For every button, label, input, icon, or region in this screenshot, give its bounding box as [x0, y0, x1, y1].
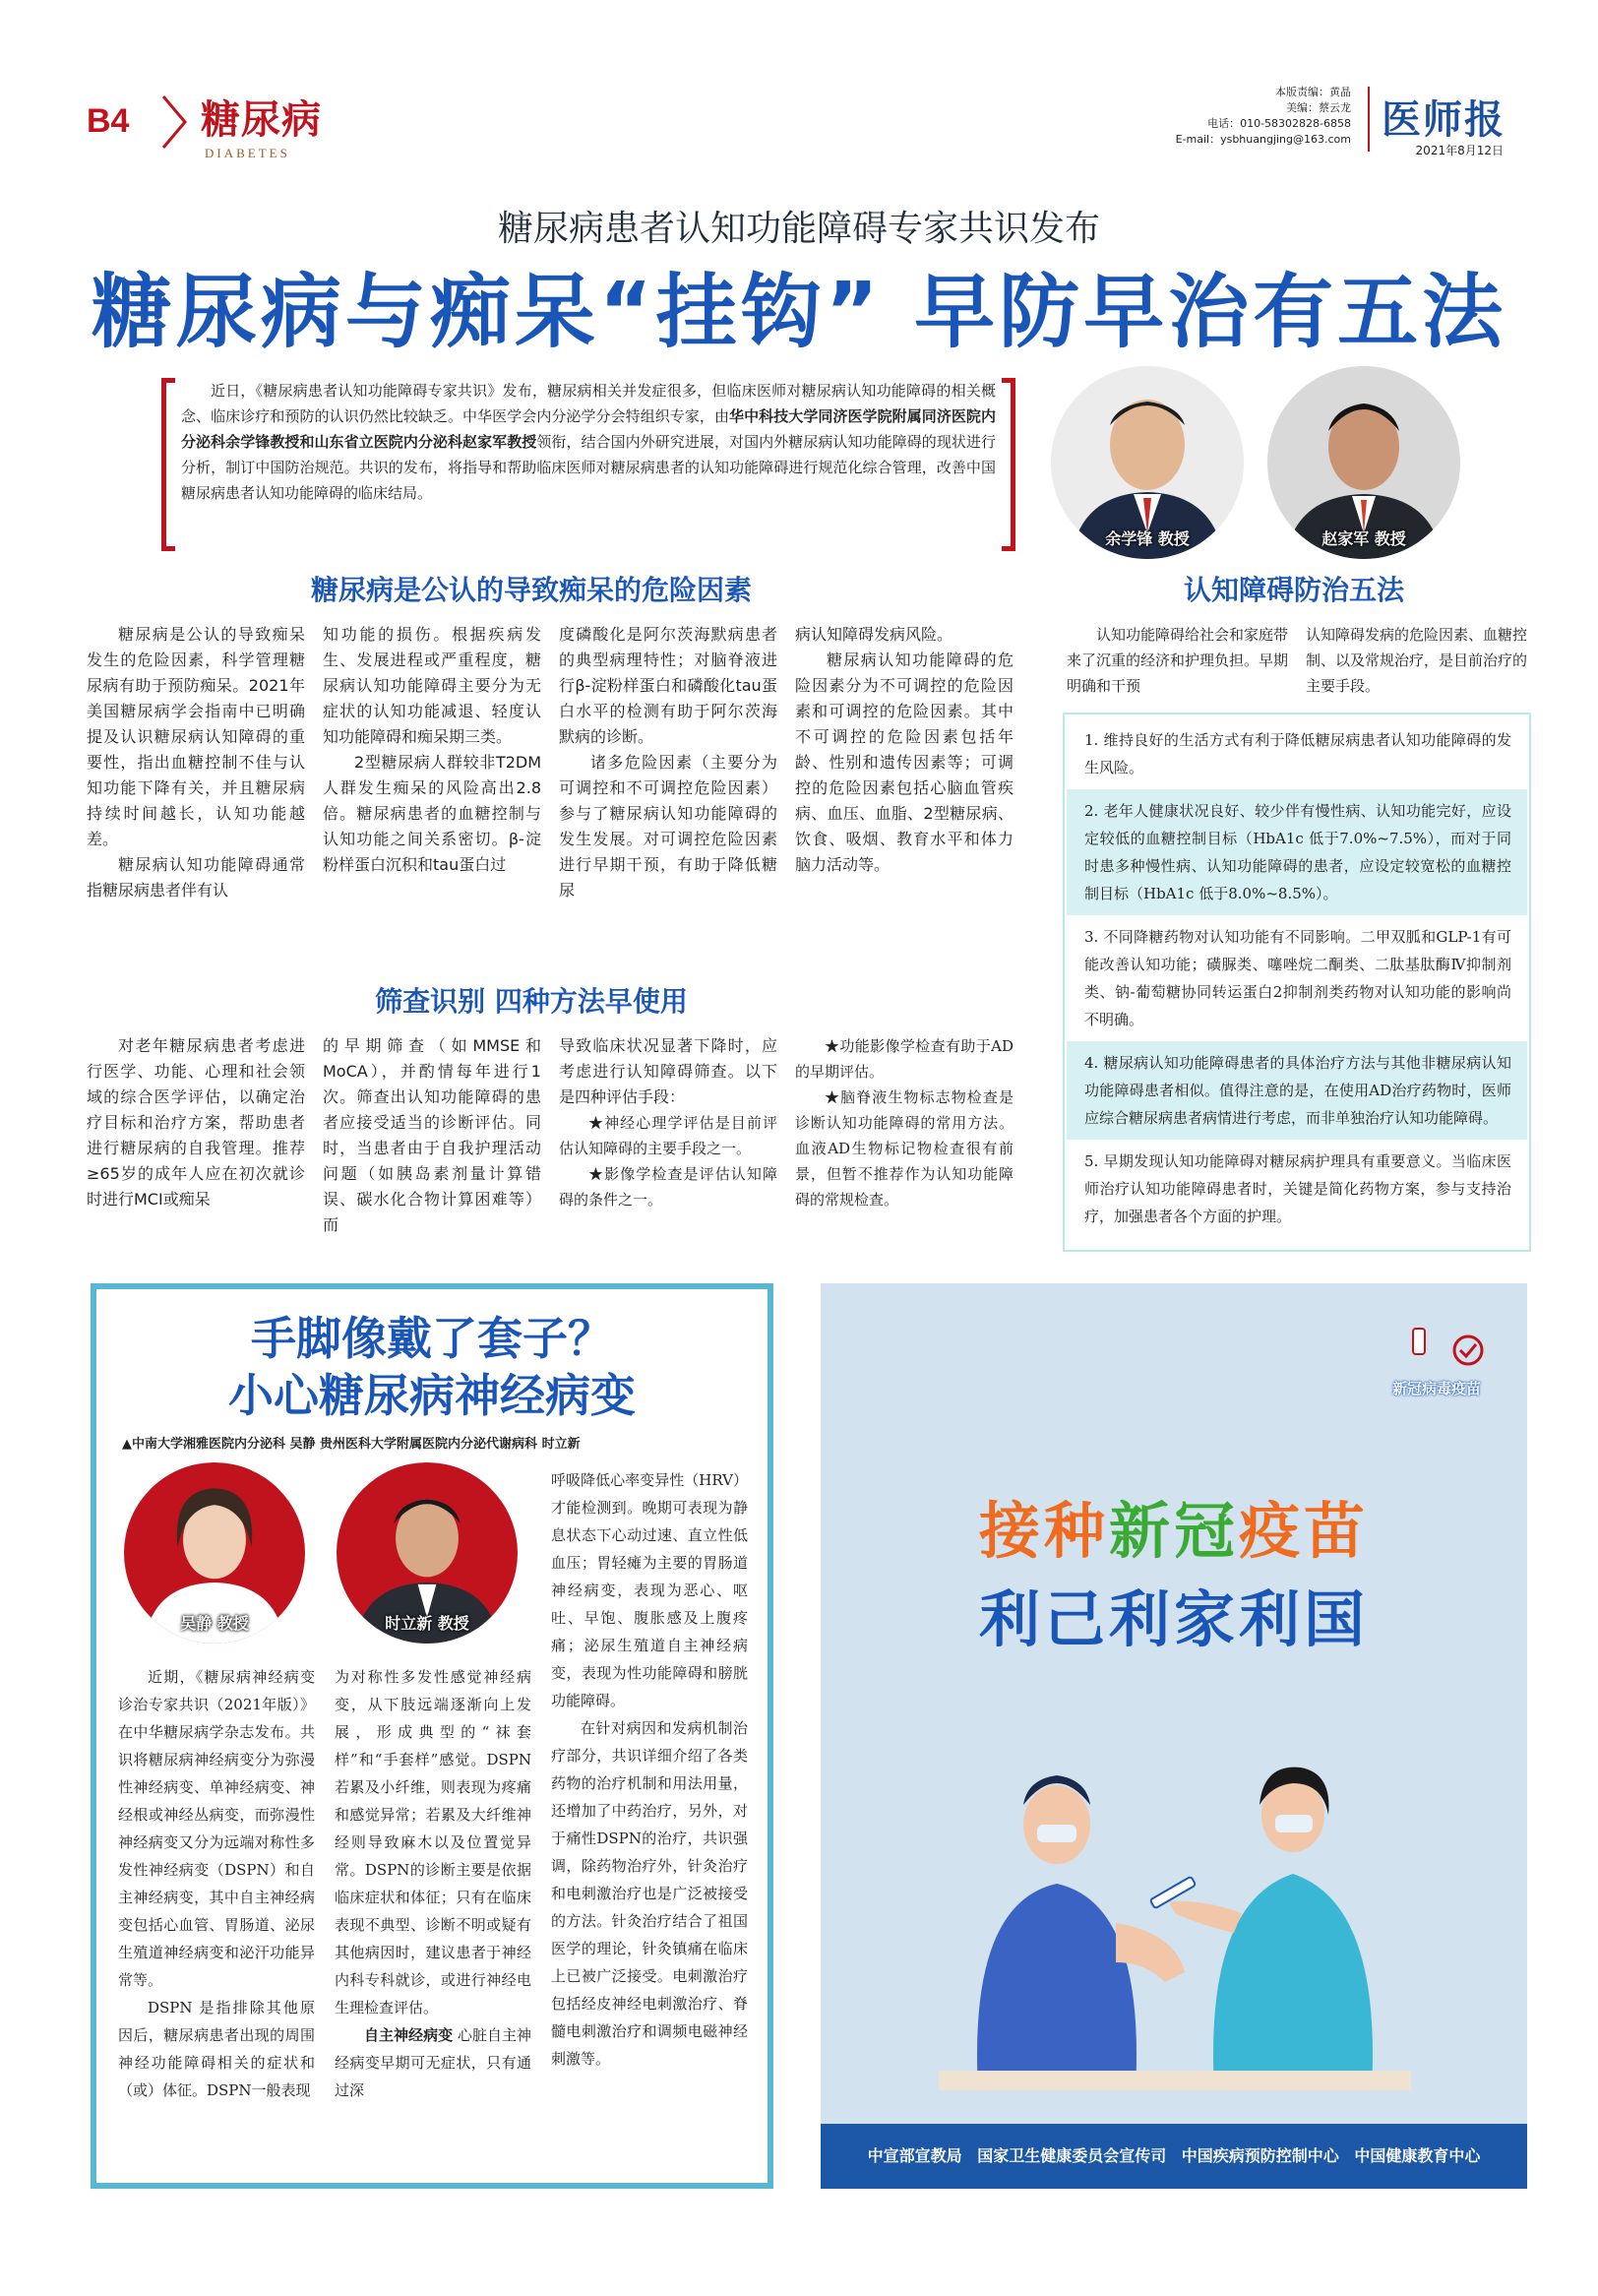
paragraph: 呼吸降低心率变异性（HRV）才能检测到。晚期可表现为静息状态下心动过速、直立性低血压；胃轻瘫为主要的胃肠道神经病变，表现为恶心、呕吐、早饱、腹胀感及上腹疼痛；泌尿生殖道自主神经病变，表现为性功能障碍和膀胱功能障碍。	[551, 1471, 748, 1709]
portrait-caption: 吴静 教授	[180, 1614, 249, 1633]
text-column	[87, 622, 305, 903]
text-column	[551, 1466, 748, 2073]
paragraph: 2型糖尿病人群较非T2DM人群发生痴呆的风险高出2.8倍。糖尿病患者的血糖控制与认知功能之间关系密切。β-淀粉样蛋白沉积和tau蛋白过	[323, 753, 541, 874]
paragraph: ★功能影像学检查有助于AD的早期评估。	[795, 1037, 1014, 1081]
vaccination-illustration	[939, 1677, 1411, 2090]
paragraph: 度磷酸化是阿尔茨海默病患者的典型病理特性；对脑脊液进行β-淀粉样蛋白和磷酸化tau蛋白水平的检测有助于阿尔茨海默病的诊断。	[559, 625, 777, 746]
text-column	[87, 1033, 305, 1238]
paragraph: 糖尿病是公认的导致痴呆发生的危险因素，科学管理糖尿病有助于预防痴呆。2021年美国糖尿病学会指南中已明确提及认识糖尿病认知障碍的重要性，指出血糖控制不佳与认知功能下降有关，并且糖尿病持续时间越长，认知功能越差。	[87, 625, 305, 848]
tips-list	[1067, 718, 1527, 1238]
subhead-five-methods: 认知障碍防治五法	[1183, 574, 1404, 606]
paragraph: 在针对病因和发病机制治疗部分，共识详细介绍了各类药物的治疗机制和用法用量，还增加了中药治疗，另外，对于痛性DSPN的治疗，共识强调，除药物治疗外，针灸治疗和电刺激治疗也是广泛被接受的方法。针灸治疗结合了祖国医学的理论，针灸镇痛在临床上已被广泛接受。电刺激治疗包括经皮神经电刺激治疗、脊髓电刺激治疗和调频电磁神经刺激等。	[551, 1719, 748, 2068]
section3-columns	[1067, 622, 1527, 699]
paragraph: 病认知障碍发病风险。	[795, 625, 953, 644]
section-title: 糖尿病	[201, 97, 322, 143]
text-column	[559, 1033, 777, 1238]
paragraph: 糖尿病认知功能障碍通常指糖尿病患者伴有认	[87, 855, 305, 900]
paragraph: ★影像学检查是评估认知障碍的条件之一。	[559, 1165, 777, 1209]
portrait-caption: 余学锋 教授	[1105, 529, 1190, 548]
paragraph: 诸多危险因素（主要分为可调控和不可调控危险因素）参与了糖尿病认知功能障碍的发生发展。对可调控危险因素进行早期干预，有助于降低糖尿	[559, 753, 777, 900]
paragraph: ★神经心理学评估是目前评估认知障碍的主要手段之一。	[559, 1114, 777, 1157]
portrait-yu-xuefeng	[1051, 366, 1244, 559]
phone-line: 电话：010-58302828-6858	[1207, 117, 1351, 130]
divider	[1368, 87, 1370, 152]
paragraph: 知功能的损伤。根据疾病发生、发展进程或严重程度，糖尿病认知功能障碍主要分为无症状的认知功能减退、轻度认知功能障碍和痴呆期三类。	[323, 625, 541, 746]
issue-date: 2021年8月12日	[1415, 144, 1504, 157]
box-title-line1: 手脚像戴了套子？	[251, 1312, 613, 1365]
subhead-screening: 筛查识别 四种方法早使用	[375, 985, 688, 1018]
paragraph: DSPN 是指排除其他原因后，糖尿病患者出现的周围神经功能障碍相关的症状和（或）体征。DSPN一般表现	[118, 1999, 315, 2099]
paragraph: 认知功能障碍给社会和家庭带来了沉重的经济和护理负担。早期明确和干预	[1067, 626, 1289, 695]
paragraph: 糖尿病认知功能障碍的危险因素分为不可调控的危险因素和可调控的危险因素。其中不可调控的危险因素包括年龄、性别和遗传因素等；可调控的危险因素包括心脑血管疾病、血压、血脂、2型糖尿病、饮食、吸烟、教育水平和体力脑力活动等。	[795, 651, 1014, 874]
paragraph: 为对称性多发性感觉神经病变，从下肢远端逐渐向上发展，形成典型的“袜套样”和“手套样”感觉。DSPN若累及小纤维，则表现为疼痛和感觉异常；若累及大纤维神经则导致麻木以及位置觉异常。DSPN的诊断主要是依据临床症状和体征；只有在临床表现不典型、诊断不明或疑有其他病因时，建议患者于神经内科专科就诊，或进行神经电生理检查评估。	[335, 1668, 531, 2017]
newspaper-logo: 医师报	[1382, 96, 1506, 143]
paragraph: 的早期筛查（如MMSE和MoCA），并酌情每年进行1次。筛查出认知功能障碍的患者应接受适当的诊断评估。同时，当患者由于自我护理活动问题（如胰岛素剂量计算错误、碳水化合物计算困难等）而	[323, 1036, 541, 1234]
subhead-risk-factor: 糖尿病是公认的导致痴呆的危险因素	[310, 574, 752, 606]
portrait-caption: 时立新 教授	[385, 1614, 469, 1633]
main-headline: 糖尿病与痴呆“挂钩” 早防早治有五法	[91, 266, 1507, 359]
vaccine-poster	[821, 1283, 1527, 2189]
badge-label: 新冠病毒疫苗	[1391, 1380, 1481, 1397]
paragraph: 导致临床状况显著下降时，应考虑进行认知障碍筛查。以下是四种评估手段：	[559, 1036, 777, 1106]
section-subtitle: DIABETES	[205, 146, 290, 160]
poster-slogan-1: 接种新冠疫苗	[978, 1495, 1370, 1567]
paragraph: 认知障碍发病的危险因素、血糖控制、以及常规治疗，是目前治疗的主要手段。	[1306, 626, 1528, 695]
paragraph: 近期，《糖尿病神经病变诊治专家共识（2021年版）》在中华糖尿病学杂志发布。共识将糖尿病神经病变分为弥漫性神经病变、单神经病变、神经根或神经丛病变，而弥漫性神经病变又分为远端对称性多发性神经病变（DSPN）和自主神经病变，其中自主神经病变包括心血管、胃肠道、泌尿生殖道神经病变和泌汗功能异常等。	[118, 1668, 315, 1989]
text-column	[323, 622, 541, 903]
text-column	[335, 1663, 531, 2104]
lead-paragraph	[161, 378, 1015, 551]
chevron-right-icon	[155, 93, 195, 152]
poster-footer: 中宣部宣教局 国家卫生健康委员会宣传司 中国疾病预防控制中心 中国健康教育中心	[821, 2124, 1527, 2189]
portrait-zhao-jiajun	[1267, 366, 1460, 559]
text-column	[795, 622, 1014, 903]
masthead	[87, 85, 1523, 173]
portrait-shi-lixin	[337, 1462, 518, 1644]
text-column	[559, 622, 777, 903]
paragraph: 对老年糖尿病患者考虑进行医学、功能、心理和社会领域的综合医学评估，以确定治疗目标和治疗方案，帮助患者进行糖尿病的自我管理。推荐≥65岁的成年人应在初次就诊时进行MCI或痴呆	[87, 1036, 305, 1209]
bracket-right	[1002, 378, 1015, 551]
portrait-caption: 赵家军 教授	[1321, 529, 1406, 548]
tip-item: 1. 维持良好的生活方式有利于降低糖尿病患者认知功能障碍的发生风险。	[1067, 718, 1527, 789]
email-line: E-mail：ysbhuangjing@163.com	[1175, 133, 1351, 146]
text-column	[1306, 622, 1527, 699]
page-number: B4	[87, 102, 130, 140]
text-column	[795, 1033, 1014, 1238]
designer-line: 美编：蔡云龙	[1286, 101, 1351, 114]
editor-line: 本版责编：黄晶	[1275, 86, 1351, 98]
kicker-headline: 糖尿病患者认知功能障碍专家共识发布	[497, 209, 1100, 249]
box-title-line2: 小心糖尿病神经病变	[228, 1369, 636, 1422]
paragraph: 自主神经病变 心脏自主神经病变早期可无症状，只有通过深	[335, 2026, 531, 2099]
byline: ▲中南大学湘雅医院内分泌科 吴静 贵州医科大学附属医院内分泌代谢病科 时立新	[122, 1437, 581, 1452]
section2-columns	[87, 1033, 1023, 1238]
paragraph: ★脑脊液生物标志物检查是诊断认知功能障碍的常用方法。血液AD生物标记物检查很有前景，但暂不推荐作为认知功能障碍的常规检查。	[795, 1088, 1014, 1209]
editor-info	[1176, 85, 1351, 148]
text-column	[118, 1663, 315, 2104]
tip-item: 2. 老年人健康状况良好、较少伴有慢性病、认知功能完好，应设定较低的血糖控制目标（HbA1c 低于7.0%~7.5%），而对于同时患多种慢性病、认知功能障碍的患者，应设定较宽松的血糖控制目标（HbA1c 低于8.0%~8.5%）。	[1067, 789, 1527, 915]
neuropathy-article-box	[91, 1283, 773, 2189]
text-column	[1067, 622, 1288, 699]
bracket-left	[161, 378, 175, 551]
tip-item: 4. 糖尿病认知功能障碍患者的具体治疗方法与其他非糖尿病认知功能障碍患者相似。值得注意的是，在使用AD治疗药物时，医师应综合糖尿病患者病情进行考虑，而非单独治疗认知功能障碍。	[1067, 1041, 1527, 1140]
tip-item: 5. 早期发现认知功能障碍对糖尿病护理具有重要意义。当临床医师治疗认知功能障碍患者时，关键是简化药物方案，参与支持治疗，加强患者各个方面的护理。	[1067, 1140, 1527, 1238]
portrait-wu-jing	[124, 1462, 305, 1644]
text-column	[323, 1033, 541, 1238]
lead-text: 近日，《糖尿病患者认知功能障碍专家共识》发布，糖尿病相关并发症很多，但临床医师对糖尿病认知功能障碍的相关概念、临床诊疗和预防的认识仍然比较缺乏。中华医学会内分泌学分会特组织专家，由华中科技大学同济医学院附属同济医院内分泌科余学锋教授和山东省立医院内分泌科赵家军教授领衔，结合国内外研究进展，对国内外糖尿病认知功能障碍的现状进行分析，制订中国防治规范。共识的发布，将指导和帮助临床医师对糖尿病患者的认知功能障碍进行规范化综合管理，改善中国糖尿病患者认知功能障碍的临床结局。	[181, 382, 996, 502]
section1-columns	[87, 622, 1023, 903]
tip-item: 3. 不同降糖药物对认知功能有不同影响。二甲双胍和GLP-1有可能改善认知功能；磺脲类、噻唑烷二酮类、二肽基肽酶Ⅳ抑制剂类、钠-葡萄糖协同转运蛋白2抑制剂类药物对认知功能的影响尚不明确。	[1067, 915, 1527, 1041]
poster-slogan-2: 利己利家利国	[978, 1583, 1369, 1655]
